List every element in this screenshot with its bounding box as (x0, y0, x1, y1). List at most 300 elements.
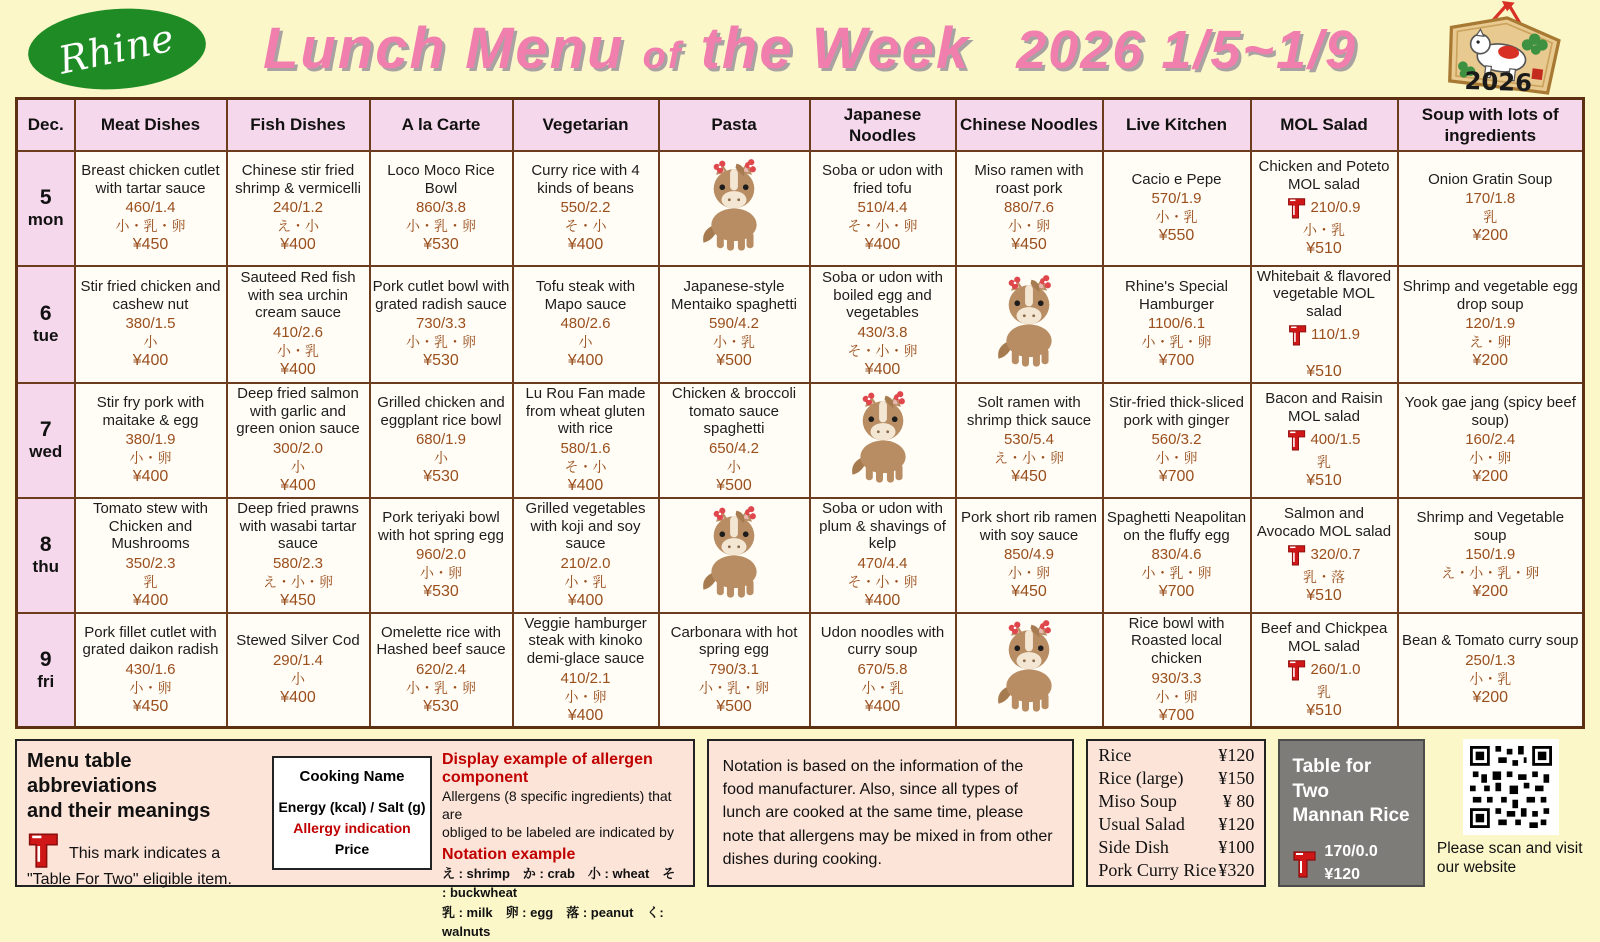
day-name: mon (27, 210, 64, 229)
abbreviations-block (27, 749, 262, 889)
menu-item-cell (227, 498, 370, 613)
energy-salt-value: 410/2.6 (272, 324, 324, 342)
menu-item-cell (1251, 613, 1398, 728)
menu-item-cell (659, 613, 810, 728)
dish-name: Shrimp and Vegetable soup (1416, 508, 1565, 544)
qr-code-image (1470, 746, 1552, 828)
energy-salt-value: 210/0.9 (1310, 199, 1361, 217)
side-price-name: Miso Soup (1098, 791, 1177, 812)
dish-name: Solt ramen with shrimp thick sauce (966, 393, 1092, 429)
allergen-codes (1254, 347, 1395, 363)
energy-salt-value: 580/1.6 (560, 440, 611, 458)
day-number: 5 (39, 186, 52, 209)
price-value: ¥200 (1472, 468, 1509, 486)
energy-salt-value: 960/2.0 (415, 546, 467, 564)
menu-item-cell (659, 383, 810, 498)
price-value: ¥400 (132, 592, 169, 610)
price-value: ¥450 (132, 236, 169, 254)
column-header: Dec. (17, 99, 75, 151)
energy-salt-value: 110/1.9 (1311, 326, 1360, 344)
menu-item-cell (659, 266, 810, 383)
horse-illustration (691, 505, 777, 601)
table-for-two-mark-icon (1287, 658, 1307, 682)
side-price-value: ¥120 (1218, 814, 1255, 835)
dish-name: Deep fried salmon with garlic and green onion sauce (236, 385, 360, 438)
day-number: 9 (39, 647, 52, 671)
horse-illustration (986, 619, 1072, 715)
day-number: 8 (39, 533, 52, 557)
price-value: ¥450 (280, 592, 316, 610)
menu-item-cell (1398, 151, 1584, 266)
menu-item-cell (1251, 498, 1398, 613)
energy-salt-value: 730/3.3 (415, 315, 467, 333)
abbrev-title-line1: Menu table abbreviations (27, 750, 158, 798)
price-value: ¥510 (1306, 701, 1342, 719)
allergen-codes: え・卵 (1469, 334, 1512, 351)
side-price-row (1098, 859, 1254, 882)
menu-row-wed (17, 383, 1584, 498)
allergen-codes: 小 (434, 450, 448, 467)
energy-salt-value: 550/2.2 (560, 199, 611, 217)
price-value: ¥400 (132, 352, 169, 370)
qr-block (1437, 739, 1585, 887)
price-value: ¥400 (864, 236, 901, 254)
side-price-value: ¥ 80 (1222, 791, 1255, 812)
price-value: ¥530 (423, 583, 459, 601)
energy-salt-value: 830/4.6 (1151, 546, 1202, 564)
allergen-codes: 小・卵 (420, 565, 462, 582)
column-header: MOL Salad (1251, 99, 1398, 151)
allergen-codes: 小・乳 (713, 334, 755, 351)
side-price-value: ¥320 (1218, 860, 1255, 881)
allergen-codes: そ・小・卵 (847, 218, 918, 235)
allergen-codes: 小・乳・卵 (406, 218, 476, 235)
energy-salt-value: 570/1.9 (1151, 190, 1202, 208)
menu-item-cell (370, 266, 513, 383)
title-rest: the Week (682, 16, 971, 81)
page-header (0, 0, 1600, 97)
dish-name: Salmon and Avocado MOL salad (1256, 505, 1392, 541)
menu-item-cell (1103, 613, 1251, 728)
footer (15, 739, 1585, 940)
allergen-codes: 乳 (1317, 453, 1331, 470)
allergen-codes: 小・乳 (277, 343, 319, 360)
menu-row-mon (17, 151, 1584, 266)
column-header: Soup with lots of ingredients (1398, 99, 1584, 151)
allergen-title: Display example of allergen component (442, 751, 653, 787)
energy-salt-value: 650/4.2 (708, 440, 760, 458)
price-value: ¥200 (1472, 689, 1509, 707)
allergen-codes: え・小・卵 (263, 574, 333, 591)
menu-item-cell (810, 613, 956, 728)
energy-salt-value: 930/3.3 (1151, 669, 1202, 687)
table-for-two-mark-icon (1287, 543, 1307, 567)
title-of: of (642, 35, 683, 77)
price-value: ¥400 (567, 592, 604, 610)
price-value: ¥400 (567, 352, 604, 370)
menu-item-cell (227, 613, 370, 728)
price-value: ¥200 (1472, 352, 1509, 370)
allergen-codes: 小 (143, 334, 158, 351)
price-value: ¥700 (1158, 706, 1195, 724)
abbrev-ttf-note: This mark indicates a "Table For Two" eligible item. (27, 845, 232, 889)
horse-illustration (691, 158, 777, 254)
menu-item-cell (75, 613, 227, 728)
price-value: ¥530 (423, 352, 459, 370)
menu-item-cell (227, 266, 370, 383)
menu-item-cell (956, 383, 1103, 498)
rhine-logo-text: Rhine (55, 14, 179, 83)
price-value: ¥400 (567, 477, 604, 495)
allergen-codes: そ・小・卵 (847, 343, 918, 360)
column-header: Pasta (659, 99, 810, 151)
dish-name: Onion Gratin Soup (1428, 170, 1553, 188)
dish-name: Bacon and Raisin MOL salad (1265, 390, 1383, 426)
table-for-two-mark-icon (27, 830, 61, 870)
menu-row-fri (17, 613, 1584, 728)
column-header: Live Kitchen (1103, 99, 1251, 151)
side-price-row (1098, 790, 1254, 813)
price-value: ¥400 (567, 236, 604, 254)
energy-salt-value: 400/1.5 (1310, 431, 1361, 449)
cooking-box-title: Cooking Name (299, 768, 405, 786)
horse-cell (659, 151, 810, 266)
energy-salt-value: 560/3.2 (1151, 431, 1202, 449)
price-value: ¥700 (1158, 352, 1195, 370)
energy-salt-value: 510/4.4 (857, 199, 908, 217)
dish-name: Beef and Chickpea MOL salad (1260, 620, 1388, 655)
allergen-codes: そ・小 (564, 459, 607, 476)
allergen-codes: 小・乳・卵 (406, 680, 476, 696)
price-value: ¥400 (280, 689, 316, 707)
dish-name: Spaghetti Neapolitan on the fluffy egg (1106, 508, 1247, 544)
abbrev-title-line2: and their meanings (27, 800, 211, 823)
energy-salt-value: 410/2.1 (560, 669, 611, 687)
energy-salt-value: 1100/6.1 (1147, 315, 1206, 333)
allergen-codes-line1: え : shrimp か : crab 小 : wheat そ : buckwheat (442, 865, 676, 901)
energy-salt-value: 120/1.9 (1465, 315, 1516, 333)
menu-item-cell (1103, 498, 1251, 613)
horse-illustration (986, 274, 1072, 370)
dish-name: Stir fry pork with maitake & egg (96, 393, 205, 429)
menu-item-cell (1398, 613, 1584, 728)
side-price-row (1098, 767, 1254, 790)
price-value: ¥400 (132, 468, 169, 486)
day-name: tue (33, 326, 59, 346)
dish-name: Sauteed Red fish with sea urchin cream sauce (240, 269, 356, 322)
dish-name: Chinese stir fried shrimp & vermicelli (235, 161, 361, 197)
price-value: ¥530 (423, 236, 459, 254)
dish-name: Tofu steak with Mapo sauce (535, 277, 636, 313)
menu-item-cell (810, 498, 956, 613)
dish-name: Stewed Silver Cod (236, 632, 360, 650)
side-price-name: Side Dish (1098, 837, 1169, 858)
energy-salt-value: 680/1.9 (415, 431, 467, 449)
dish-name: Curry rice with 4 kinds of beans (531, 161, 640, 197)
menu-item-cell (810, 266, 956, 383)
energy-salt-value: 620/2.4 (415, 661, 467, 678)
allergen-codes: え・小・乳・卵 (1441, 565, 1540, 582)
dish-name: Loco Moco Rice Bowl (387, 161, 495, 197)
allergen-codes: 小・乳・卵 (1141, 334, 1212, 351)
energy-salt-value: 300/2.0 (272, 440, 324, 458)
price-value: ¥700 (1158, 468, 1195, 486)
horse-cell (659, 498, 810, 613)
energy-salt-value: 670/5.8 (857, 661, 908, 678)
allergen-codes: 小・卵 (1155, 450, 1198, 467)
menu-item-cell (1251, 151, 1398, 266)
menu-item-cell (1251, 266, 1398, 383)
price-value: ¥450 (1011, 583, 1047, 601)
energy-salt-value: 530/5.4 (1003, 431, 1055, 449)
table-for-two-mark-icon (1287, 428, 1307, 452)
dish-name: Whitebait & flavored vegetable MOL salad (1256, 267, 1392, 320)
allergen-codes: 乳 (1317, 683, 1331, 700)
menu-item-cell (370, 151, 513, 266)
menu-body (17, 151, 1584, 728)
day-number: 6 (39, 302, 52, 326)
allergen-codes: え・小・卵 (994, 450, 1064, 467)
dish-name: Stir fried chicken and cashew nut (80, 277, 221, 313)
energy-salt-value: 260/1.0 (1310, 661, 1361, 678)
allergen-codes: 小・乳・卵 (406, 334, 476, 351)
rhine-logo (28, 9, 206, 89)
qr-caption-line1: Please scan and visit (1436, 840, 1583, 858)
allergen-codes: 小・卵 (1155, 688, 1198, 705)
menu-item-cell (75, 266, 227, 383)
horse-cell (810, 383, 956, 498)
dish-name: Tomato stew with Chicken and Mushrooms (92, 500, 209, 553)
menu-item-cell (956, 151, 1103, 266)
day-cell (17, 151, 75, 266)
day-cell (17, 498, 75, 613)
price-value: ¥500 (716, 477, 752, 495)
notation-disclaimer-text: Notation is based on the information of the food manufacturer. Also, since all types of lunch are cooked at the same time, please note that allergens may be mixed in from other dishes during cooking. (722, 758, 1053, 868)
day-cell (17, 613, 75, 728)
price-value: ¥200 (1472, 583, 1509, 601)
dish-name: Pork cutlet bowl with grated radish sauce (372, 277, 510, 313)
price-value: ¥530 (423, 698, 459, 715)
dish-name: Veggie hamburger steak with kinoko demi-glace sauce (524, 614, 647, 668)
energy-salt-value: 290/1.4 (272, 652, 324, 670)
allergen-codes: 乳・落 (1303, 568, 1345, 585)
day-number: 7 (39, 418, 52, 442)
price-value: ¥530 (423, 468, 459, 486)
allergen-codes: 小・卵 (1008, 565, 1050, 582)
qr-caption-line2: our website (1436, 859, 1517, 877)
dish-name: Udon noodles with curry soup (820, 623, 945, 659)
horse-illustration (840, 390, 926, 486)
dish-name: Stir-fried thick-sliced pork with ginger (1108, 393, 1245, 429)
menu-item-cell (75, 383, 227, 498)
dish-name: Rhine's Special Hamburger (1125, 277, 1228, 313)
day-cell (17, 383, 75, 498)
menu-row-thu (17, 498, 1584, 613)
title-main: Lunch Menu (262, 16, 643, 81)
menu-item-cell (75, 498, 227, 613)
menu-item-cell (1103, 151, 1251, 266)
cooking-box-allergy-label: Allergy indication (293, 819, 411, 836)
menu-item-cell (513, 266, 659, 383)
allergen-codes: 小・乳 (1303, 221, 1345, 238)
energy-salt-value: 350/2.3 (125, 555, 176, 573)
legend-box (15, 739, 695, 940)
dish-name: Pork short rib ramen with soy sauce (961, 508, 1097, 544)
day-cell (17, 266, 75, 383)
side-price-name: Pork Curry Rice (1098, 860, 1217, 881)
day-name: wed (29, 442, 63, 462)
cooking-box-energy-label: Energy (kcal) / Salt (g) (278, 798, 426, 815)
cooking-name-legend-box (272, 756, 432, 870)
column-header: Fish Dishes (227, 99, 370, 151)
allergen-codes: 小・乳 (861, 680, 904, 696)
energy-salt-value: 470/4.4 (857, 555, 908, 573)
allergen-codes: 乳 (143, 574, 158, 591)
menu-item-cell (1103, 383, 1251, 498)
allergen-codes: 小・乳・卵 (1141, 565, 1212, 582)
price-value: ¥550 (1158, 227, 1195, 245)
allergen-codes: 小 (291, 459, 305, 476)
price-value: ¥450 (1011, 468, 1047, 486)
price-value: ¥400 (864, 361, 901, 379)
menu-item-cell (227, 383, 370, 498)
menu-item-cell (370, 383, 513, 498)
price-value: ¥510 (1306, 586, 1342, 604)
ttf-box-price: ¥120 (1324, 865, 1361, 883)
price-value: ¥400 (280, 361, 316, 379)
side-price-name: Rice (1098, 744, 1132, 765)
side-prices-box (1086, 739, 1266, 887)
menu-item-cell (1251, 383, 1398, 498)
energy-salt-value: 240/1.2 (272, 199, 324, 217)
energy-salt-value: 580/2.3 (272, 555, 324, 573)
allergen-codes: 小・乳 (1155, 209, 1198, 226)
allergen-codes: 小・卵 (129, 450, 172, 467)
column-header: Meat Dishes (75, 99, 227, 151)
column-header: Vegetarian (513, 99, 659, 151)
allergen-codes: 小・乳 (1469, 671, 1512, 688)
allergen-codes: 小・乳 (564, 574, 607, 591)
dish-name: Breast chicken cutlet with tartar sauce (81, 161, 220, 197)
dish-name: Shrimp and vegetable egg drop soup (1402, 277, 1578, 313)
menu-item-cell (1398, 266, 1584, 383)
dish-name: Soba or udon with fried tofu (822, 161, 943, 197)
side-price-value: ¥120 (1218, 744, 1255, 765)
menu-header-row (17, 99, 1584, 151)
side-price-row (1098, 744, 1254, 767)
price-value: ¥400 (864, 592, 901, 610)
day-name: fri (37, 671, 55, 691)
price-value: ¥700 (1158, 583, 1195, 601)
energy-salt-value: 880/7.6 (1003, 199, 1055, 217)
allergen-codes: 小・乳・卵 (115, 218, 186, 235)
energy-salt-value: 210/2.0 (560, 555, 611, 573)
energy-salt-value: 860/3.8 (415, 199, 467, 217)
allergen-codes: 小 (578, 334, 593, 351)
allergen-codes: 小・卵 (1008, 218, 1050, 235)
price-value: ¥450 (1011, 236, 1047, 254)
dish-name: Cacio e Pepe (1131, 170, 1222, 188)
price-value: ¥510 (1306, 239, 1342, 257)
energy-salt-value: 590/4.2 (708, 315, 760, 333)
ema-new-year-illustration (1414, 0, 1594, 97)
dish-name: Yook gae jang (spicy beef soup) (1404, 393, 1576, 429)
dish-name: Chicken and Poteto MOL salad (1258, 158, 1390, 193)
ttf-box-energy: 170/0.0 (1324, 843, 1378, 861)
price-value: ¥500 (716, 352, 752, 370)
allergen-codes: 小・卵 (129, 680, 172, 696)
menu-item-cell (810, 151, 956, 266)
dish-name: Omelette rice with Hashed beef sauce (376, 623, 506, 659)
price-value: ¥400 (280, 236, 316, 254)
energy-salt-value: 430/3.8 (857, 324, 908, 342)
allergen-codes: 小・乳・卵 (699, 680, 769, 696)
menu-item-cell (1103, 266, 1251, 383)
title-date-range: 2026 1/5~1/9 (1016, 20, 1358, 80)
price-value: ¥500 (716, 698, 752, 715)
price-value: ¥400 (567, 706, 604, 724)
rhine-logo-ellipse (25, 2, 208, 94)
menu-item-cell (227, 151, 370, 266)
dish-name: Pork fillet cutlet with grated daikon radish (82, 623, 219, 659)
energy-salt-value: 150/1.9 (1465, 546, 1516, 564)
side-price-name: Usual Salad (1098, 814, 1185, 835)
table-for-two-rice-box (1278, 739, 1424, 887)
menu-row-tue (17, 266, 1584, 383)
day-name: thu (32, 557, 59, 577)
dish-name: Chicken & broccoli tomato sauce spaghetti (671, 385, 797, 438)
energy-salt-value: 430/1.6 (125, 661, 176, 678)
menu-item-cell (75, 151, 227, 266)
energy-salt-value: 460/1.4 (125, 199, 176, 217)
allergen-codes: 小・卵 (564, 688, 607, 705)
energy-salt-value: 480/2.6 (560, 315, 611, 333)
allergen-body-line1: Allergens (8 specific ingredients) that are (442, 788, 672, 823)
qr-code (1463, 739, 1559, 835)
menu-item-cell (513, 498, 659, 613)
menu-item-cell (1398, 498, 1584, 613)
side-price-name: Rice (large) (1098, 768, 1184, 788)
energy-salt-value: 250/1.3 (1465, 652, 1516, 670)
dish-name: Rice bowl with Roasted local chicken (1128, 614, 1225, 668)
allergen-codes: 小 (727, 459, 741, 476)
menu-item-cell (513, 383, 659, 498)
allergen-codes-line2: 乳 : milk 卵 : egg 落 : peanut く: walnuts (442, 904, 664, 940)
side-price-row (1098, 813, 1254, 836)
allergen-codes: 小・卵 (1469, 450, 1512, 467)
dish-name: Bean & Tomato curry soup (1402, 632, 1579, 650)
allergen-codes: そ・小 (564, 218, 607, 235)
dish-name: Japanese-style Mentaiko spaghetti (671, 277, 797, 313)
menu-item-cell (1398, 383, 1584, 498)
price-value: ¥400 (864, 698, 901, 715)
energy-salt-value: 380/1.5 (125, 315, 176, 333)
column-header: Chinese Noodles (956, 99, 1103, 151)
notation-example-title: Notation example (442, 845, 576, 863)
price-value: ¥510 (1306, 471, 1342, 489)
menu-item-cell (513, 613, 659, 728)
allergen-codes: 小 (291, 671, 305, 688)
price-value: ¥510 (1306, 362, 1342, 380)
ttf-box-title-line1: Table for Two (1292, 756, 1372, 802)
column-header: Japanese Noodles (810, 99, 956, 151)
allergen-codes: え・小 (277, 218, 319, 235)
dish-name: Miso ramen with roast pork (974, 161, 1084, 197)
menu-item-cell (370, 613, 513, 728)
dish-name: Grilled vegetables with koji and soy sauce (525, 500, 646, 553)
side-price-row (1098, 836, 1254, 859)
table-for-two-mark-icon (1292, 848, 1318, 880)
